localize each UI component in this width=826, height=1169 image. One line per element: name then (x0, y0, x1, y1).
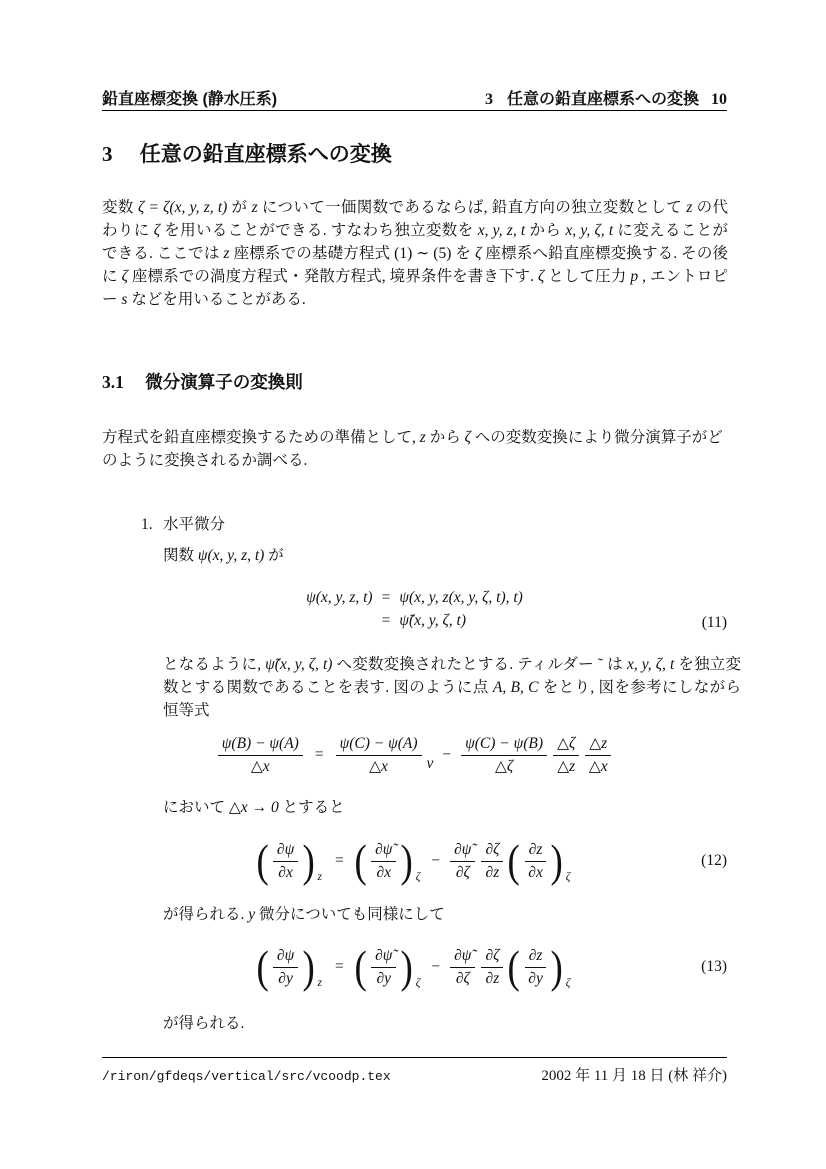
fraction-denominator: ∂y (376, 969, 392, 987)
text-run: 変数 (102, 199, 138, 216)
list-item-number: 1. (141, 516, 153, 533)
page-footer (102, 1064, 727, 1085)
text-run: について一価関数であるならば, 鉛直方向の独立変数として (257, 199, 687, 216)
math-run: ψ̃(x, y, ζ, t) (265, 656, 333, 673)
fraction-denominator: ∂y (528, 969, 543, 987)
fraction-denominator: ∂ζ (455, 863, 470, 881)
subsection-number: 3.1 (102, 372, 124, 392)
text-run: が得られる. (163, 1015, 245, 1032)
text-run: が (227, 199, 252, 216)
math-run: z (223, 245, 230, 262)
text-run: 関数 (163, 547, 198, 564)
fraction-denominator: ∂z (485, 863, 500, 881)
fraction-numerator: ∂ψ̃ (450, 841, 475, 862)
math-run: x, y, ζ, t (565, 222, 614, 239)
fraction-denominator: △x (369, 757, 388, 775)
math-run: A, B, C (492, 679, 539, 696)
text-run: 座標系での基礎方程式 (1) ∼ (5) を (229, 245, 476, 262)
fraction-dpsitilde-dzeta (450, 841, 475, 882)
fraction-dz-dx (525, 841, 547, 882)
paren-subscript: ζ (565, 977, 571, 989)
footer-rule (102, 1057, 727, 1058)
text-run: から (525, 222, 566, 239)
closing-line (163, 1012, 244, 1035)
fraction-denominator: ∂ζ (455, 969, 470, 987)
intro-paragraph (102, 196, 728, 311)
header-rule (102, 110, 727, 111)
fraction-psiB-psiA (218, 735, 303, 776)
text-run: として圧力 (544, 268, 631, 285)
fraction-numerator: ∂ψ̃ (450, 947, 475, 968)
fraction-numerator: ∂ψ̃ (371, 947, 396, 968)
equation-13 (102, 939, 727, 995)
section-title: 任意の鉛直座標系への変換 (139, 143, 392, 166)
text-run: を独立変数とする関数であることを表す. 図のように点 (163, 656, 741, 696)
identity-minus: − (442, 746, 452, 763)
fraction-dzeta-dz (481, 947, 503, 988)
eq11-rhs-1: ψ(x, y, z(x, y, ζ, t), t) (399, 588, 523, 606)
text-run: をとり, 図を参考にしながら恒等式 (163, 679, 741, 719)
section-heading (102, 138, 392, 168)
fraction-dpsitilde-dzeta (450, 947, 475, 988)
paren-group-term1: ( $\frac{\partial\psĩ}{\partial y}$ ) ζ (354, 941, 421, 992)
fraction-numerator: ∂ζ (481, 947, 503, 968)
fraction-denominator: △x (588, 757, 608, 775)
section-number: 3 (102, 142, 113, 166)
text-run: , エントロピー (102, 268, 728, 308)
text-run: へ変数変換されたとする. ティルダー ˜ は (332, 656, 627, 673)
equation-11 (102, 576, 727, 642)
math-run: z (251, 199, 258, 216)
text-run: が得られる. (163, 906, 249, 923)
equation-number-13: (13) (701, 958, 727, 975)
paren-subscript: z (317, 977, 323, 989)
fraction-numerator: ∂ψ̃ (371, 841, 396, 862)
text-run: 方程式を鉛直座標変換するための準備として, (102, 429, 420, 446)
text-run: 微分についても同様にして (255, 906, 445, 923)
math-run: ζ (464, 429, 471, 446)
fraction-numerator: △ζ (553, 735, 579, 756)
tilde-explanation-paragraph (163, 653, 741, 722)
fraction-dpsi-dx (273, 841, 298, 882)
eq12-equals: = (335, 852, 344, 869)
math-run: ζ = ζ(x, y, z, t) (137, 199, 228, 216)
subsection-title: 微分演算子の変換則 (145, 372, 303, 392)
math-run: x, y, ζ, t (626, 656, 675, 673)
fraction-dpsitilde-dx (371, 841, 396, 882)
eq11-equals-2: = (381, 611, 391, 629)
eq13-minus: − (431, 958, 441, 975)
math-run: p (630, 268, 639, 285)
eq11-rhs-2: ψ̃(x, y, ζ, t) (399, 611, 467, 629)
stray-v: v (426, 755, 434, 772)
text-run: の代わりに (102, 199, 728, 239)
fraction-denominator: ∂x (376, 863, 392, 881)
list-item-title: 水平微分 (163, 516, 226, 533)
text-run: において (163, 799, 229, 816)
header-running-title: 鉛直座標変換 (静水圧系) (102, 91, 278, 108)
equation-number-11: (11) (701, 614, 727, 631)
fraction-denominator: ∂y (278, 969, 293, 987)
header-section-title: 任意の鉛直座標系への変換 (506, 91, 699, 108)
paren-subscript: ζ (415, 977, 421, 989)
fraction-denominator: △ζ (495, 757, 514, 775)
paren-group-term1: ( $\frac{\partial\psĩ}{\partial x}$ ) ζ (354, 835, 421, 886)
math-run: x, y, z, t (477, 222, 526, 239)
math-run: ψ(x, y, z, t) (197, 547, 265, 564)
page-header (102, 86, 727, 109)
math-run: s (121, 291, 128, 308)
paren-subscript: z (317, 871, 323, 883)
fraction-numerator: ∂z (525, 947, 547, 968)
fraction-dpsi-dy (273, 947, 298, 988)
fraction-numerator: ψ(C) − ψ(B) (461, 735, 547, 756)
math-run: ζ (538, 268, 545, 285)
fraction-numerator: ψ(B) − ψ(A) (218, 735, 303, 756)
fraction-numerator: ψ(C) − ψ(A) (336, 735, 422, 756)
fraction-denominator: ∂x (528, 863, 543, 881)
fraction-numerator: ∂ζ (481, 841, 503, 862)
text-run: が (264, 547, 284, 564)
math-run: z (686, 199, 693, 216)
fraction-dpsitilde-dy (371, 947, 396, 988)
paren-subscript: ζ (565, 871, 571, 883)
fraction-psiC-psiA (336, 735, 422, 776)
eq12-minus: − (431, 852, 441, 869)
equation-number-12: (12) (701, 852, 727, 869)
fraction-numerator: ∂ψ (273, 841, 298, 862)
fraction-dzeta-dz (481, 841, 503, 882)
footer-date: 2002 年 11 月 18 日 (林 祥介) (541, 1068, 727, 1084)
source-file-path: /riron/gfdeqs/vertical/src/vcoodp.tex (102, 1069, 391, 1084)
text-run: から (425, 429, 465, 446)
eq11-lhs: ψ(x, y, z, t) (306, 588, 373, 606)
text-run: となるように, (163, 656, 266, 673)
text-run: 座標系での渦度方程式・発散方程式, 境界条件を書き下す. (127, 268, 539, 285)
header-page-number: 10 (711, 91, 727, 108)
math-run: ζ (153, 222, 161, 239)
fraction-denominator: ∂x (278, 863, 293, 881)
function-lead-line (163, 544, 284, 567)
paren-group-term2: ( $\frac{\partial z}{\partial x}$ ) ζ (507, 835, 571, 886)
text-run: 座標系へ鉛直座標変換する. その後に (102, 245, 728, 285)
text-run: に変えることができる. ここでは (102, 222, 728, 262)
paren-subscript: ζ (415, 871, 421, 883)
header-section-number: 3 (484, 91, 493, 108)
text-run: を用いることができる. すなわち独立変数を (160, 222, 478, 239)
paren-group-lhs: ( $\frac{\partial\psi}{\partial x}$ ) z (256, 835, 323, 886)
equation-11-alignment (306, 589, 523, 630)
identity-equals: = (314, 746, 324, 763)
equation-12 (102, 833, 727, 889)
fraction-denominator: △x (250, 757, 270, 775)
text-run: とすると (278, 799, 345, 816)
math-run: ζ (475, 245, 482, 262)
y-derivative-line (163, 903, 445, 926)
fraction-denominator: △z (557, 757, 576, 775)
fraction-dz-dy (525, 947, 547, 988)
fraction-dz-dx (585, 735, 611, 776)
fraction-numerator: ∂z (525, 841, 547, 862)
identity-equation (102, 729, 727, 781)
fraction-denominator: ∂z (485, 969, 500, 987)
paren-group-lhs: ( $\frac{\partial\psi}{\partial y}$ ) z (256, 941, 323, 992)
math-run: △x → 0 (228, 799, 279, 816)
eq11-equals-1: = (381, 588, 391, 606)
subsection-heading (102, 369, 303, 394)
fraction-numerator: ∂ψ (273, 947, 298, 968)
math-run: z (419, 429, 426, 446)
header-section-ref (485, 86, 727, 109)
limit-line (163, 796, 345, 819)
fraction-numerator: △z (585, 735, 611, 756)
eq13-equals: = (335, 958, 344, 975)
subsection-paragraph (102, 426, 728, 472)
paren-group-term2: ( $\frac{\partial z}{\partial y}$ ) ζ (507, 941, 571, 992)
text-run: などを用いることがある. (127, 291, 306, 308)
text-run: への変数変換により微分演算子がどのように変換されるか調べる. (102, 429, 723, 469)
fraction-dzeta-dz (553, 735, 579, 776)
fraction-psiC-psiB (461, 735, 547, 776)
math-run: ζ (121, 268, 128, 285)
math-run: y (248, 906, 256, 923)
